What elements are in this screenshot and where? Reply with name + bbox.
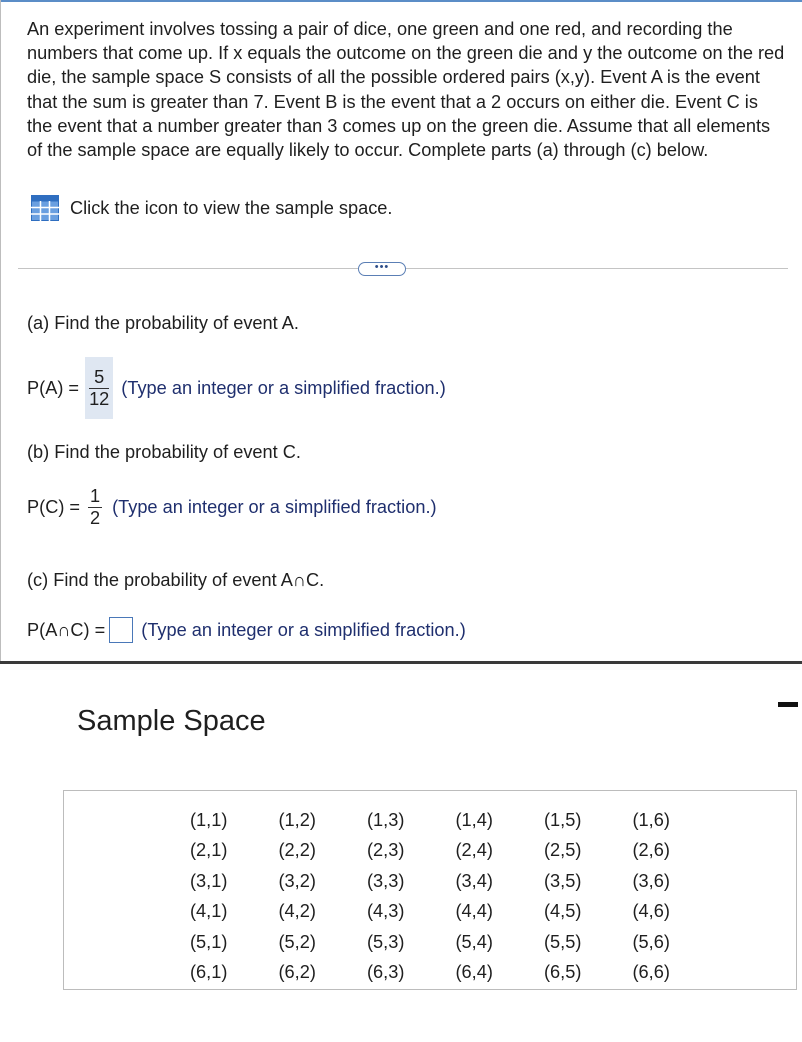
minimize-icon[interactable] — [778, 702, 798, 707]
sample-space-cell: (5,2) — [278, 931, 316, 952]
part-a-fraction — [89, 367, 109, 410]
sample-space-cell: (2,4) — [455, 840, 493, 861]
part-a-label: P(A) = — [27, 377, 80, 398]
sample-space-cell: (4,4) — [455, 901, 493, 922]
part-b-numerator: 1 — [90, 486, 101, 506]
sample-space-cell: (3,4) — [455, 870, 493, 891]
sample-space-cell: (2,1) — [190, 840, 228, 861]
popup-top-border — [0, 661, 802, 664]
sample-space-cell: (5,3) — [367, 931, 405, 952]
sample-space-cell: (2,5) — [544, 840, 582, 861]
part-a-answer-row — [27, 357, 446, 419]
sample-space-cell: (2,3) — [367, 840, 405, 861]
part-b-hint: (Type an integer or a simplified fraction.) — [112, 497, 437, 517]
part-b-label: P(C) = — [27, 497, 81, 517]
ellipsis-icon: ••• — [374, 260, 390, 273]
sample-space-cell: (3,5) — [544, 870, 582, 891]
part-a-answer-box[interactable] — [85, 357, 113, 419]
sample-space-cell: (6,1) — [190, 961, 228, 982]
sample-space-cell: (3,1) — [190, 870, 228, 891]
sample-space-cell: (5,5) — [544, 931, 582, 952]
part-c-hint: (Type an integer or a simplified fraction.) — [141, 619, 466, 640]
sample-space-cell: (3,2) — [278, 870, 316, 891]
grid-table-icon[interactable] — [31, 195, 59, 221]
sample-space-cell: (6,6) — [632, 961, 670, 982]
top-accent-rule — [1, 0, 802, 2]
sample-space-cell: (1,6) — [632, 810, 670, 830]
sample-space-cell: (6,4) — [455, 961, 493, 982]
problem-statement: An experiment involves tossing a pair of dice, one green and one red, and recording the numbers that come up. If x equals the outcome on the green die and y the outcome on the red die, the sample space S consists of all the possible ordered pairs (x,y). Event A is the event that the sum is greater than 7. Event B is the event that a 2 occurs on either die. Event C is the event that a number greater than 3 comes up on the green die. Assume that all elements of the sample space are equally likely to occur. Complete parts (a) through (c) below. — [27, 19, 785, 161]
part-a-numerator: 5 — [94, 366, 105, 387]
expand-collapse-button[interactable] — [358, 262, 406, 276]
part-b-answer-box[interactable] — [86, 486, 104, 529]
part-c-label: P(A∩C) = — [27, 619, 106, 640]
part-a-denominator: 12 — [89, 388, 110, 409]
part-b-question: (b) Find the probability of event C. — [27, 442, 301, 462]
sample-space-cell: (4,3) — [367, 901, 405, 922]
sample-space-cell: (3,3) — [367, 870, 405, 891]
sample-space-cell: (5,4) — [455, 931, 493, 952]
part-c-question: (c) Find the probability of event A∩C. — [27, 570, 325, 590]
sample-space-cell: (6,2) — [278, 961, 316, 982]
sample-space-cell: (6,3) — [367, 961, 405, 982]
sample-space-cell: (1,5) — [544, 810, 582, 830]
part-b-answer-row — [27, 486, 437, 529]
sample-space-cell: (5,1) — [190, 931, 228, 952]
sample-space-cell: (2,6) — [632, 840, 670, 861]
sample-space-cell: (1,3) — [367, 810, 405, 830]
sample-space-cell: (1,4) — [455, 810, 493, 830]
sample-space-cell: (4,1) — [190, 901, 228, 922]
sample-space-title: Sample Space — [77, 705, 266, 737]
part-c-answer-row — [27, 617, 466, 643]
sample-space-cell: (4,2) — [278, 901, 316, 922]
part-c-answer-input[interactable] — [109, 617, 133, 643]
sample-space-cell: (2,2) — [278, 840, 316, 861]
part-a-question: (a) Find the probability of event A. — [27, 313, 299, 333]
sample-space-cell: (1,1) — [190, 810, 228, 830]
part-b-fraction — [88, 486, 102, 529]
part-b-denominator: 2 — [90, 508, 101, 528]
icon-link-label[interactable]: Click the icon to view the sample space. — [70, 197, 393, 218]
sample-space-grid — [190, 805, 721, 987]
sample-space-cell: (1,2) — [278, 810, 316, 830]
sample-space-cell: (5,6) — [632, 931, 670, 952]
sample-space-cell: (6,5) — [544, 961, 582, 982]
sample-space-cell: (3,6) — [632, 870, 670, 891]
sample-space-cell: (4,5) — [544, 901, 582, 922]
sample-space-table — [63, 790, 797, 990]
sample-space-cell: (4,6) — [632, 901, 670, 922]
view-sample-space-link[interactable] — [31, 193, 392, 223]
part-a-hint: (Type an integer or a simplified fraction.) — [121, 377, 446, 398]
